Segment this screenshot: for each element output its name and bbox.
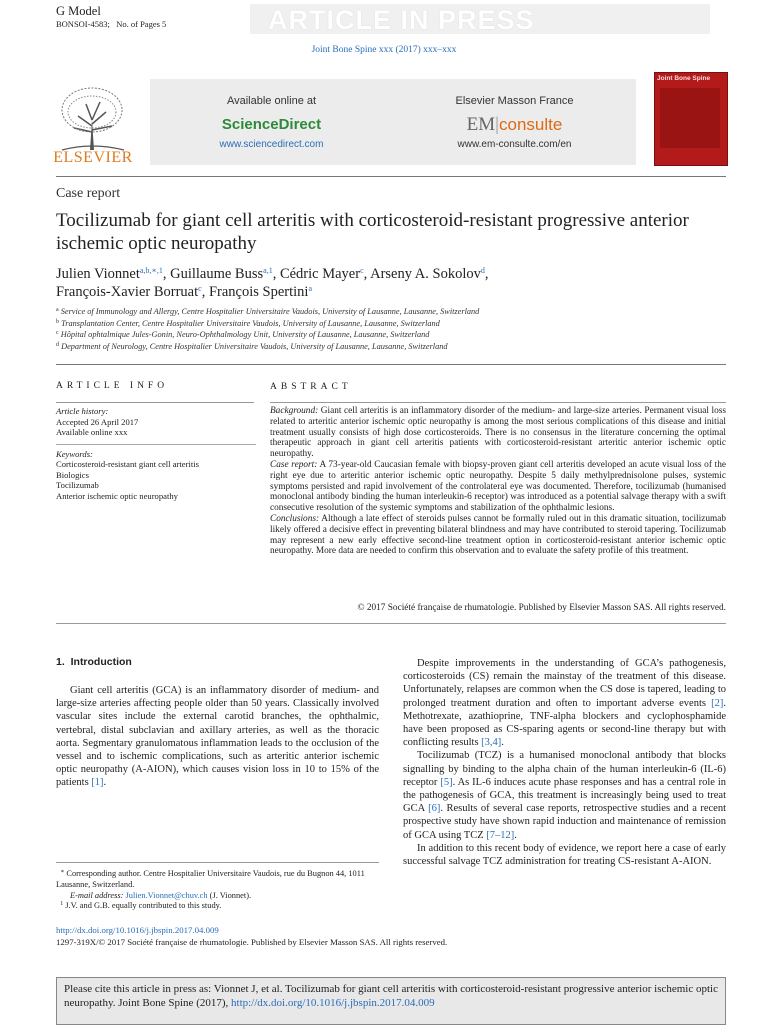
citation-body: Please cite this article in press as: Vionnet J, et al. Tocilizumab for giant cell arteritis with corticosteroid-resistant progressive anterior ischemic optic neuropathy. Joint Bone Spine (2017), (64, 983, 718, 1009)
article-title: Tocilizumab for giant cell arteritis with corticosteroid-resistant progressive anterior ischemic optic neuropathy (56, 210, 689, 254)
footnote-divider (56, 862, 379, 863)
sciencedirect-url-link[interactable]: www.sciencedirect.com (219, 139, 324, 150)
abstract-bottom-divider (56, 623, 726, 624)
reference-link[interactable]: [3,4] (481, 737, 502, 749)
keywords-label: Keywords: (56, 448, 93, 459)
affiliation-item (56, 341, 726, 353)
email-label: E-mail address: (70, 890, 124, 900)
section-number: 1. (56, 656, 65, 668)
abstract-conclusions-label: Conclusions: (270, 513, 320, 524)
affiliation-key: c (56, 330, 59, 336)
abstract-divider (270, 402, 726, 403)
reference-link[interactable]: [1] (91, 777, 104, 789)
author-name: François Spertini (208, 284, 309, 300)
article-type: Case report (56, 186, 121, 201)
gmodel-label: G Model (56, 4, 101, 18)
title-divider (56, 364, 726, 365)
citation-doi-link[interactable]: http://dx.doi.org/10.1016/j.jbspin.2017.04.009 (231, 996, 435, 1009)
accepted-date: Accepted 26 April 2017 (56, 416, 139, 427)
footnote-equal-contribution (56, 901, 379, 912)
affiliation-list (56, 306, 726, 352)
citation-text (64, 983, 720, 1010)
history-label: Article history: (56, 406, 109, 416)
journal-cover-title: Joint Bone Spine (657, 75, 711, 82)
footnote-mark: 1 (60, 901, 64, 908)
reference-link[interactable]: [5] (440, 776, 453, 788)
footnote-mark: ∗ (60, 869, 65, 875)
em-logo-left: EM (466, 114, 496, 135)
keyword-item: Corticosteroid-resistant giant cell arteritis (56, 459, 199, 469)
footnote-corresponding (56, 869, 379, 891)
doi-link[interactable]: http://dx.doi.org/10.1016/j.jbspin.2017.04.009 (56, 925, 219, 935)
body-column-right (403, 657, 726, 868)
em-consulte-logo[interactable]: EM|consulte (466, 114, 563, 135)
journal-reference-link[interactable]: Joint Bone Spine xxx (2017) xxx–xxx (311, 45, 457, 55)
author-separator: , (162, 266, 171, 282)
elsevier-wordmark: ELSEVIER (53, 149, 133, 166)
reference-link[interactable]: [2] (711, 697, 724, 709)
paragraph-text: . Results of several case reports, retrospective studies and a recent prospective study have shown rapid induction and maintenance of remission of GCA using TCZ (403, 803, 727, 841)
author-affiliation-link[interactable]: a,b,∗,1 (139, 266, 163, 275)
author-list (56, 265, 726, 301)
masthead-divider (56, 176, 726, 177)
paragraph-text: Giant cell arteritis (GCA) is an inflammatory disorder of medium- and large-size arteries affecting people older than 50 years. Classically involved vascular sites include the external carotid branches, the ophthalmic, vertebral, distal subclavian and axillary arteries, as well as the thoracic aorta. Segmentary granulomatous inflammation leads to the occlusion of the vessel and to ischemic complications, such as arteritic anterior ischemic optic neuropathy (A-AION), which causes vision loss in 10 to 15% of the patients (56, 685, 379, 789)
author-name: François-Xavier Borruat (56, 284, 199, 300)
section-title: Introduction (70, 656, 132, 668)
author-affiliation-link[interactable]: a,1 (263, 266, 273, 275)
affiliation-item (56, 329, 726, 341)
author-separator: , (201, 284, 209, 300)
author-affiliation-link[interactable]: a (308, 284, 312, 293)
paragraph-text: Despite improvements in the understanding of GCA’s pathogenesis, corticosteroids (CS) remain the mainstay of the treatment of this disease. Unfortunately, relapses are common when the CS dose is tapered, leading to prolonged treatment duration and often to important adverse events (403, 658, 726, 709)
abstract-background (270, 406, 726, 460)
paragraph-text: . As IL-6 induces acute phase responses and has a central role in the pathogenesis of GCA, this treatment is increasingly being used to treat GCA (403, 776, 726, 815)
em-consulte-url-link[interactable]: www.em-consulte.com/en (457, 139, 572, 150)
email-link[interactable]: Julien.Vionnet@chuv.ch (125, 890, 208, 900)
available-online-date: Available online xxx (56, 427, 128, 437)
affiliation-key: b (56, 318, 59, 325)
author-affiliation-link[interactable]: c (198, 284, 202, 293)
issn-copyright: 1297-319X/© 2017 Société française de rhumatologie. Published by Elsevier Masson SAS. All rights reserved. (56, 937, 448, 947)
copyright-notice: © 2017 Société française de rhumatologie. Published by Elsevier Masson SAS. All rights reserved. (357, 603, 726, 613)
abstract-body (270, 406, 726, 557)
email-suffix: (J. Vionnet). (209, 890, 252, 900)
affiliation-text: Hôpital ophtalmique Jules-Gonin, Neuro-Ophthalmology Unit, University of Lausanne, Lausanne, Switzerland (60, 330, 430, 339)
abstract-case-text: A 73-year-old Caucasian female with biopsy-proven giant cell arteritis developed an acute visual loss of the right eye due to arteritic anterior ischemic optic neuropathy. Despite 5 daily methylprednisolone pulses, systemic symptoms persisted and rapid involvement of the controlateral eye was documented. Therefore, tocilizumab (humanised monoclonal antibody binding the human interleukin-6 receptor) was introduced as a potential salvage therapy with a swift consecutive resolution of the systemic symptoms and stabilization of the ophthalmic lesions. (270, 459, 726, 514)
affiliation-text: Transplantation Center, Centre Hospitalier Universitaire Vaudois, University of Lausanne, Lausanne, Switzerland (61, 318, 440, 328)
manuscript-id: BONSOI-4583; (56, 19, 110, 29)
reference-link[interactable]: [6] (428, 803, 441, 815)
author-name: Julien Vionnet (56, 266, 140, 282)
footnote-text: Corresponding author. Centre Hospitalier Universitaire Vaudois, rue du Bugnon 44, 1011 Lausanne, Switzerland. (56, 869, 365, 889)
info-divider (56, 444, 256, 445)
abstract-background-label: Background: (270, 406, 319, 416)
article-info-heading: ARTICLE INFO (56, 381, 169, 391)
article-info-panel (56, 406, 256, 501)
abstract-heading: ABSTRACT (270, 382, 352, 392)
body-paragraph: Giant cell arteritis (GCA) is an inflammatory disorder of medium- and large-size arteries affecting people older than 50 years. Classically involved vascular sites include the external carotid branches, the ophthalmic, vertebral, distal subclavian and axillary arteries, as well as the thoracic aorta. Segmentary granulomatous inflammation leads to the occlusion of the vessel and to ischemic complications, such as arteritic anterior ischemic optic neuropathy (A-AION), which causes vision loss in 10 to 15% of the patients [1]. (56, 685, 379, 789)
author-name: Cédric Mayer (279, 266, 361, 282)
author-separator: , (272, 266, 280, 282)
article-info-divider (56, 402, 254, 403)
author-name: Guillaume Buss (170, 266, 264, 282)
reference-link[interactable]: [7–12] (486, 829, 515, 841)
section-heading (56, 656, 132, 668)
affiliation-key: d (56, 341, 59, 348)
journal-cover-panel (660, 88, 720, 148)
affiliation-text: Department of Neurology, Centre Hospitalier Universitaire Vaudois, University of Lausanne, Lausanne, Switzerland (61, 341, 448, 351)
body-column-left (56, 684, 379, 790)
keyword-item: Anterior ischemic optic neuropathy (56, 490, 178, 501)
abstract-background-text: Giant cell arteritis is an inflammatory disorder of the medium- and large-size arteries. Permanent visual loss related to arteritic anterior ischemic optic neuropathy is among the most serious complications of this disease and initial treatment usually consists of high dose corticosteroids. There is no consensus in the literature concerning the optimal therapeutic approach in giant cell arteritis patients with corticosteroid-resistant arteritic anterior ischemic optic neuropathy. (270, 406, 726, 460)
author-separator: , (484, 266, 489, 282)
em-publisher-label: Elsevier Masson France (455, 95, 574, 107)
abstract-case (270, 460, 726, 514)
affiliation-item (56, 318, 726, 330)
page-count: No. of Pages 5 (116, 19, 167, 29)
affiliation-item (56, 306, 726, 318)
paragraph-text: Tocilizumab (TCZ) is a humanised monoclonal antibody that blocks signalling by binding to the alpha chain of the human interleukin-6 (IL-6) receptor (403, 750, 726, 788)
keyword-item: Biologics (56, 469, 89, 480)
affiliation-key: a (56, 307, 59, 313)
body-paragraph: Tocilizumab (TCZ) is a humanised monoclonal antibody that blocks signalling by binding to the alpha chain of the human interleukin-6 (IL-6) receptor [5]. As IL-6 induces acute phase responses and has a central role in the pathogenesis of GCA, this treatment is increasingly being used to treat GCA [6]. Results of several case reports, retrospective studies and a recent prospective study have shown rapid induction and maintenance of remission of GCA using TCZ [7–12]. (403, 750, 727, 841)
paragraph-text: . Methotrexate, azathioprine, TNF-alpha blockers and cyclophosphamide have been proposed as CS-sparing agents or second-line therapy but with conflicting results (403, 697, 726, 749)
em-logo-right: consulte (498, 115, 563, 134)
article-in-press-text: ARTICLE IN PRESS (268, 5, 535, 35)
body-paragraph: In addition to this recent body of evidence, we report here a case of early successful salvage TCZ administration for treating CS-resistant A-AION. (403, 842, 726, 868)
available-online-label: Available online at (226, 95, 317, 107)
abstract-case-label: Case report: (270, 459, 318, 470)
author-name: Arseny A. Sokolov (370, 266, 481, 282)
abstract-conclusions-text: Although a late effect of steroids pulses cannot be formally ruled out in this dramatic situation, tocilizumab likely offered a decisive effect in preventing bilateral blindness and may have contributed to steroid tapering. Tocilizumab may represent a new early effective second-line treatment option in corticosteroid-resistant anterior ischemic optic neuropathy. More data are needed to confirm this observation and to evaluate the safety profile of this treatment. (270, 513, 726, 557)
sciencedirect-logo[interactable]: ScienceDirect (221, 116, 322, 133)
author-affiliation-link[interactable]: d (480, 266, 485, 275)
footnote-email (56, 891, 379, 902)
footnote-text: J.V. and G.B. equally contributed to this study. (65, 901, 222, 911)
author-separator: , (363, 266, 371, 282)
affiliation-text: Service of Immunology and Allergy, Centre Hospitalier Universitaire Vaudois, University of Lausanne, Lausanne, Switzerland (60, 307, 480, 316)
footnotes (56, 869, 379, 912)
abstract-conclusions (270, 514, 726, 557)
manuscript-info (56, 5, 166, 31)
body-paragraph: Despite improvements in the understanding of GCA’s pathogenesis, corticosteroids (CS) remain the mainstay of the treatment of this disease. Unfortunately, relapses are common when the CS dose is tapered, leading to prolonged treatment duration and often to important adverse events [2]. Methotrexate, azathioprine, TNF-alpha blockers and cyclophosphamide have been proposed as CS-sparing agents or second-line therapy but with conflicting results [3,4]. (403, 658, 726, 749)
author-affiliation-link[interactable]: c (360, 266, 364, 275)
keyword-item: Tocilizumab (56, 480, 99, 490)
